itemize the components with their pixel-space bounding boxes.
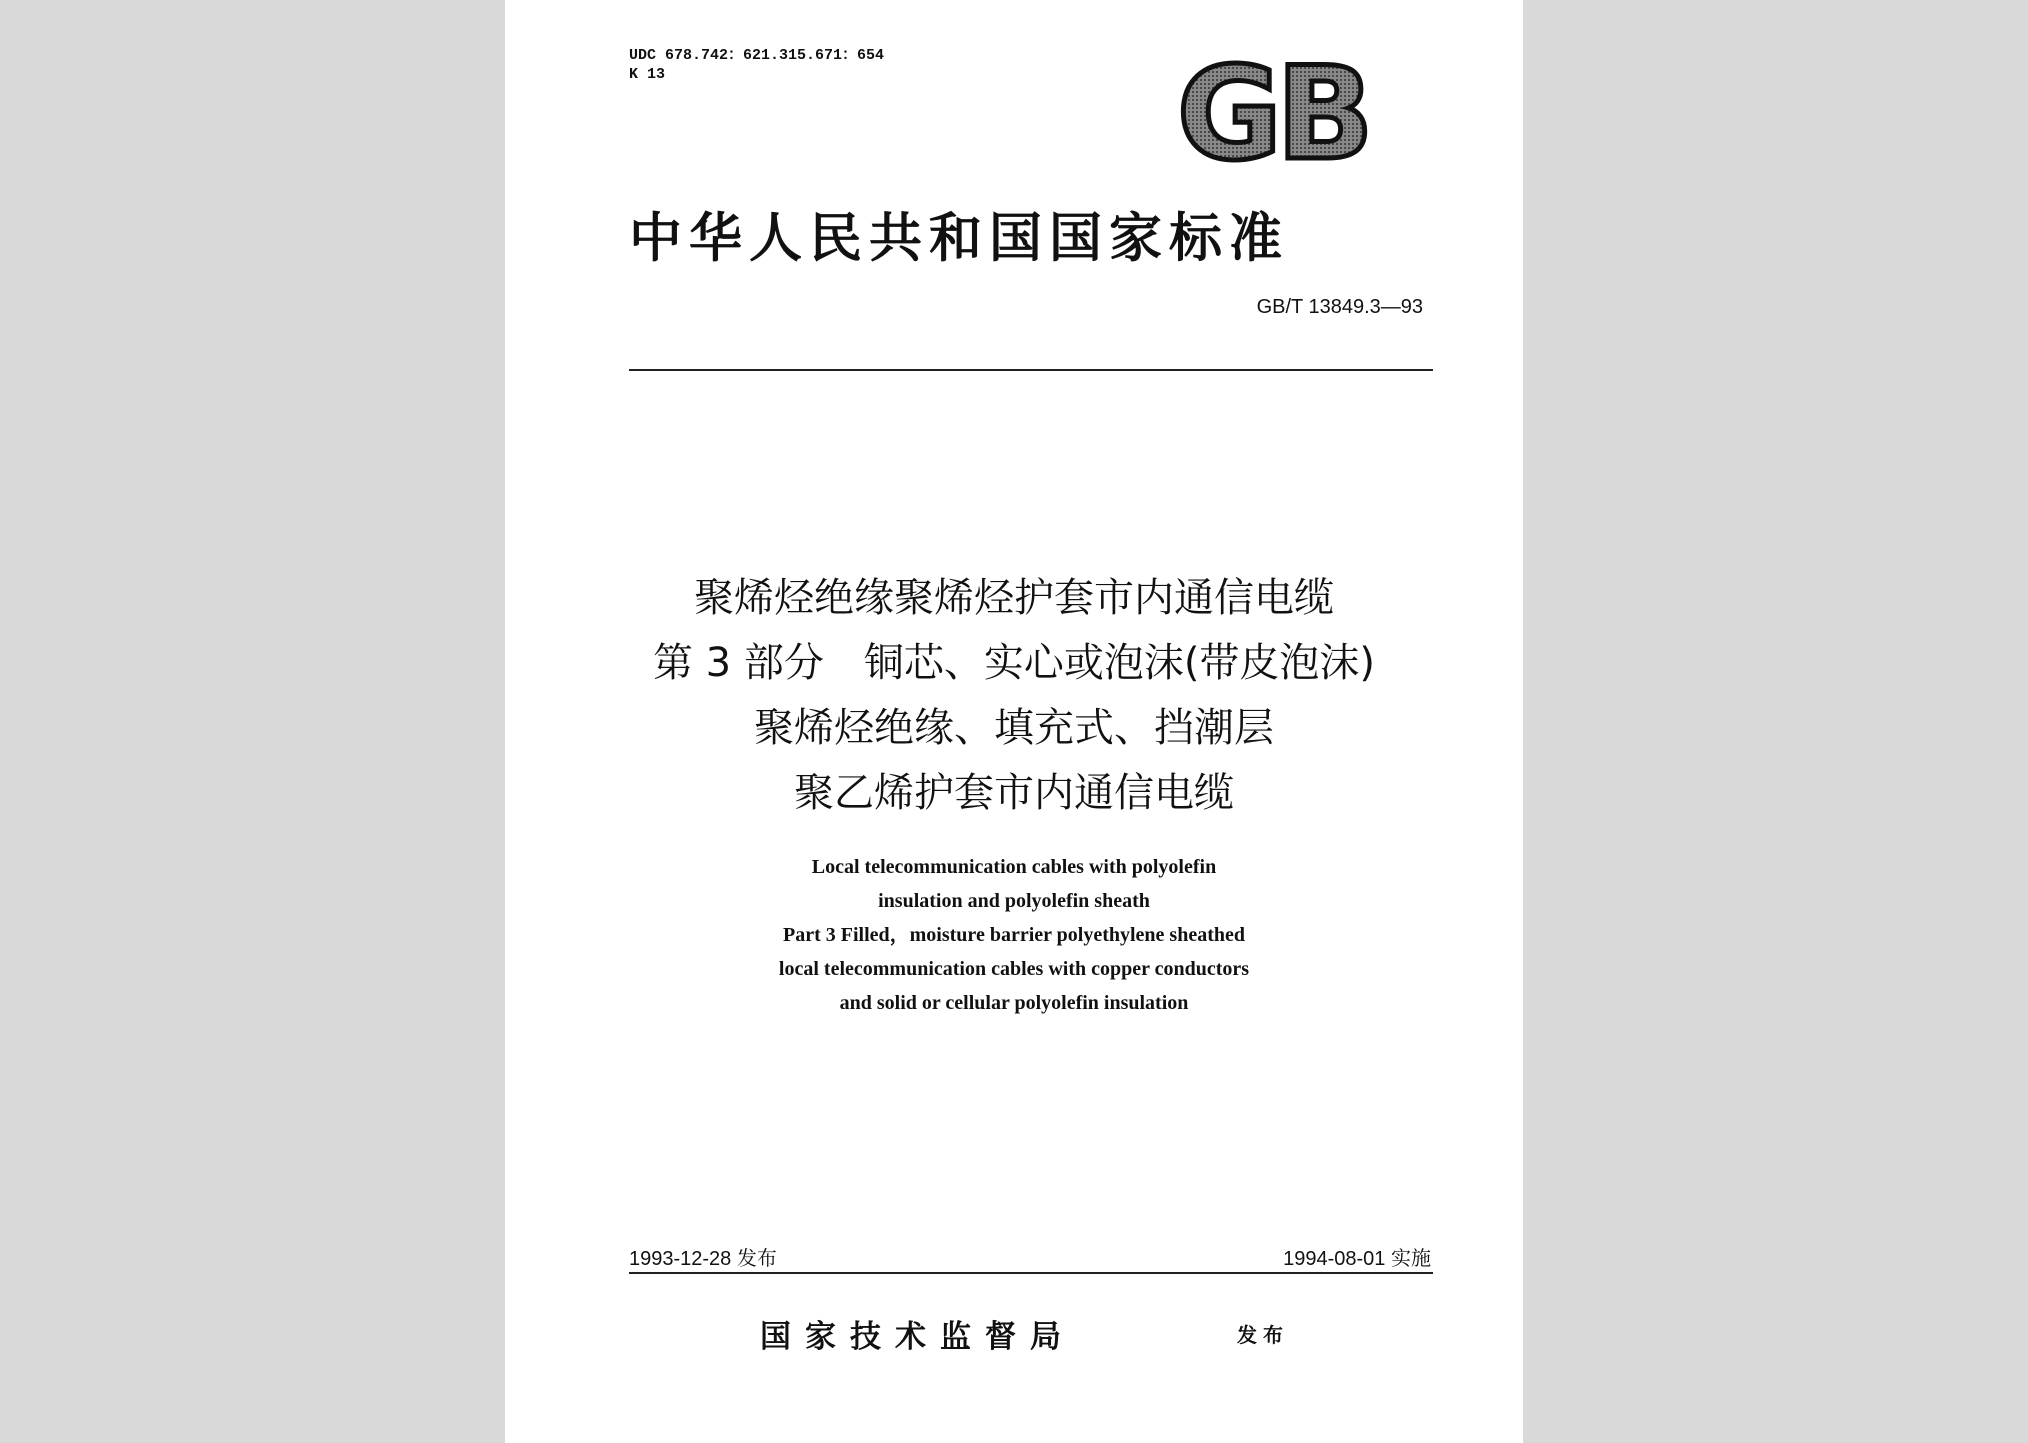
english-title-line-1: Local telecommunication cables with polyolefin <box>811 856 1217 878</box>
bottom-divider <box>629 1272 1433 1274</box>
publisher-name: 国家技术监督局 <box>760 1319 1075 1355</box>
english-title-line-4: local telecommunication cables with copper conductors <box>778 958 1250 980</box>
gb-logo <box>1175 58 1385 168</box>
english-title-line-2: insulation and polyolefin sheath <box>878 890 1150 912</box>
english-title <box>505 850 1523 1020</box>
chinese-title-line-4: 聚乙烯护套市内通信电缆 <box>794 770 1234 816</box>
national-standard-heading: 中华人民共和国国家标准 <box>629 207 1289 269</box>
english-title-line-5: and solid or cellular polyolefin insulation <box>839 992 1189 1014</box>
chinese-title-line-1: 聚烯烃绝缘聚烯烃护套市内通信电缆 <box>694 575 1334 621</box>
chinese-title-line-2: 第 3 部分 铜芯、实心或泡沫(带皮泡沫) <box>652 640 1376 686</box>
effective-date: 1994-08-01 实施 <box>1283 1248 1431 1270</box>
chinese-title <box>505 566 1523 826</box>
udc-code: UDC 678.742：621.315.671：654 <box>629 47 885 64</box>
classification-code: K 13 <box>629 66 666 83</box>
document-page <box>505 0 1523 1443</box>
english-title-line-3: Part 3 Filled，moisture barrier polyethylene sheathed <box>783 924 1245 946</box>
gb-logo-text: GB <box>1177 58 1368 168</box>
chinese-title-line-3: 聚烯烃绝缘、填充式、挡潮层 <box>754 705 1274 751</box>
standard-number: GB/T 13849.3—93 <box>1256 296 1423 318</box>
publish-label: 发布 <box>1237 1323 1289 1347</box>
udc-block <box>629 46 884 84</box>
issue-date: 1993-12-28 发布 <box>629 1248 777 1270</box>
top-divider <box>629 369 1433 371</box>
